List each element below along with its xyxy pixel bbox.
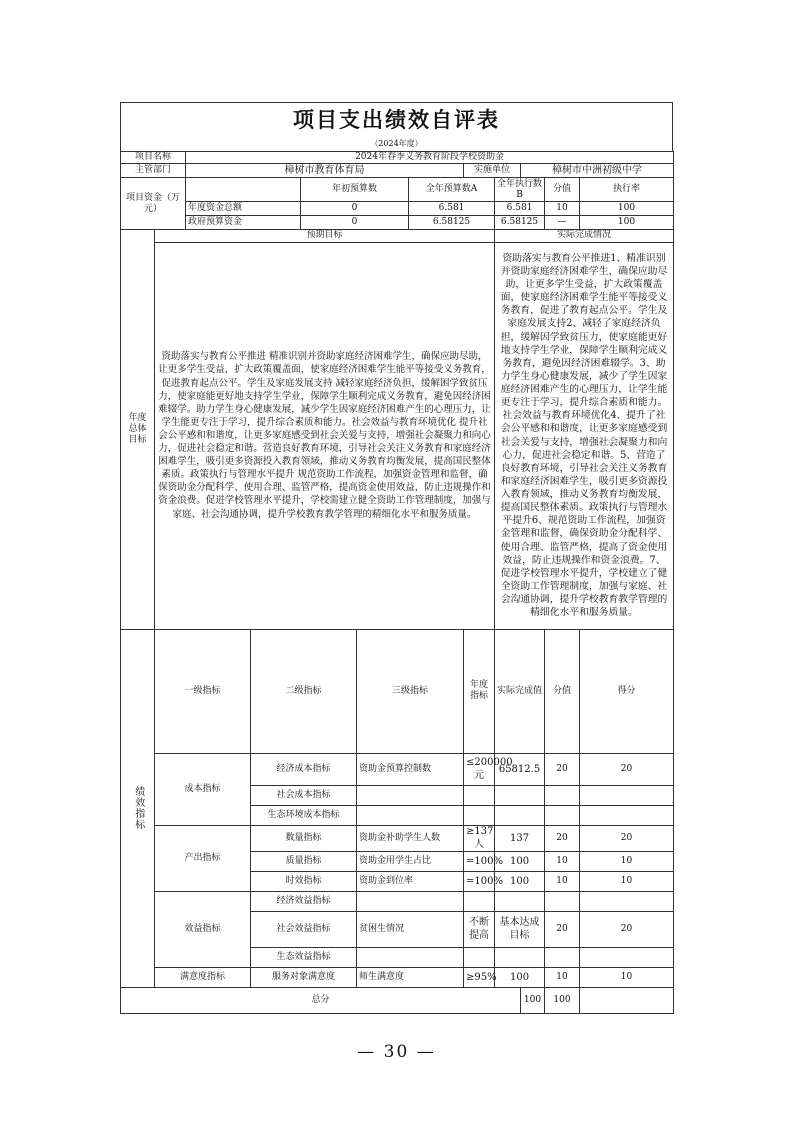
score-weight: 20	[545, 754, 580, 786]
funds-row-label: 政府预算资金	[186, 216, 301, 230]
funds-cell: 6.58125	[495, 216, 545, 230]
score-obtained: 20	[580, 826, 674, 852]
level3-indicator: 资助金到位率	[357, 872, 464, 892]
annual-target: ≥137人	[464, 826, 495, 852]
score-weight: 20	[545, 826, 580, 852]
actual-goals-text: 资助落实与教育公平推进1、精准识别并资助家庭经济困难学生，确保应助尽助，让更多学生受益，扩大政策覆盖面，使家庭经济困难学生能平等接受义务教育，促进了教育起点公平。学生及家庭发展支持2、减轻了家庭经济负担，缓解因学致贫压力，使家庭能更好地支持学生学业，保障学生顺利完成义务教育，避免因经济困难辍学。3、助力学生身心健康发展，减少了学生因家庭经济困难产生的心理压力，让学生能更专注于学习，提升综合素质和能力。社会效益与教育环境优化4、提升了社会公平感和和谐度，让更多家庭感受到社会关爱与支持，增强社会凝聚力和向心力，促进社会稳定和谐。5、营造了良好教育环境，引导社会关注义务教育和家庭经济困难学生，吸引更多资源投入教育领域，推动义务教育均衡发展，提高国民整体素质。政策执行与管理水平提升6、规范资助工作流程，加强资金管理和监督，确保资助金分配科学、使用合理、监管严格，提高了资金使用效益，防止违规操作和资金浪费。7、促进学校管理水平提升，学校建立了健全资助工作管理制度，加强与家庭、社会沟通协调，提升学校教育教学管理的精细化水平和服务质量。	[495, 242, 674, 629]
perf-header: 三级指标	[357, 629, 464, 754]
dept-label: 主管部门	[121, 164, 186, 178]
project-name-label: 项目名称	[121, 152, 186, 164]
funds-cell: —	[545, 216, 580, 230]
perf-header: 分值	[545, 629, 580, 754]
actual-value	[495, 948, 545, 968]
annual-target	[464, 892, 495, 912]
level2-indicator: 经济成本指标	[251, 754, 357, 786]
annual-target	[464, 806, 495, 826]
score-weight: 10	[545, 852, 580, 872]
indicator-row	[121, 826, 674, 852]
score-weight	[545, 786, 580, 806]
actual-value: 100	[495, 968, 545, 988]
funds-cell: 100	[580, 216, 674, 230]
level1-indicator: 产出指标	[155, 826, 251, 892]
score-obtained: 10	[580, 872, 674, 892]
level2-indicator: 生态效益指标	[251, 948, 357, 968]
annual-target: 不断提高	[464, 912, 495, 948]
score-weight	[545, 806, 580, 826]
level3-indicator: 资助金用学生占比	[357, 852, 464, 872]
project-name: 2024年春季义务教育阶段学校资助金	[186, 152, 674, 164]
level2-indicator: 社会成本指标	[251, 786, 357, 806]
funds-cell: 0	[301, 216, 409, 230]
level2-indicator: 经济效益指标	[251, 892, 357, 912]
annual-target	[464, 948, 495, 968]
annual-target	[464, 786, 495, 806]
level1-indicator: 效益指标	[155, 892, 251, 968]
score-weight: 10	[545, 872, 580, 892]
score-obtained: 10	[580, 968, 674, 988]
score-obtained	[580, 806, 674, 826]
funds-cell: 0	[301, 202, 409, 216]
funds-cell: 6.581	[409, 202, 495, 216]
level3-indicator	[357, 948, 464, 968]
score-obtained: 10	[580, 852, 674, 872]
score-obtained	[580, 786, 674, 806]
level2-indicator: 社会效益指标	[251, 912, 357, 948]
actual-value	[495, 806, 545, 826]
score-obtained: 20	[580, 912, 674, 948]
level2-indicator: 服务对象满意度	[251, 968, 357, 988]
expected-goals-text: 资助落实与教育公平推进 精准识别并资助家庭经济困难学生，确保应助尽助，让更多学生受益，扩大政策覆盖面，使家庭经济困难学生能平等接受义务教育，促进教育起点公平。学生及家庭发展支持 减轻家庭经济负担，缓解困学致贫压力，使家庭能更好地支持学生学业，保障学生顺利完成义务教育，避免因经济困难辍学。助力学生身心健康发展，减少学生因家庭经济困难产生的心理压力，让学生能更专注于学习，提升综合素质和能力。社会效益与教育环境优化 提升社会公平感和和谐度，让更多家庭感受到社会关爱与支持，增强社会凝聚力和向心力，促进社会稳定和谐。营造良好教育环境，引导社会关注义务教育和家庭经济困难学生，吸引更多资源投入教育领域，推动义务教育均衡发展，提高国民整体素质。政策执行与管理水平提升 规范资助工作流程，加强资金管理和监督，确保资助金分配科学、使用合理、监管严格，提高资金使用效益，防止违规操作和资金浪费。促进学校管理水平提升，学校需建立健全资助工作管理制度，加强与家庭、社会沟通协调，提升学校教育教学管理的精细化水平和服务质量。	[155, 242, 495, 629]
total-row	[121, 988, 674, 1014]
score-weight: 20	[545, 912, 580, 948]
unit-value: 樟树市中洲初级中学	[521, 164, 674, 178]
actual-value	[495, 892, 545, 912]
funds-cell: 10	[545, 202, 580, 216]
funds-cell: 6.581	[495, 202, 545, 216]
perf-header: 一级指标	[155, 629, 251, 754]
perf-header: 年度指标	[464, 629, 495, 754]
expected-goals-header: 预期目标	[155, 230, 495, 242]
total-label: 总分	[121, 988, 521, 1014]
funds-header: 全年预算数A	[409, 178, 495, 202]
funds-header: 分值	[545, 178, 580, 202]
evaluation-sheet	[120, 102, 673, 1014]
page-number: — 30 —	[357, 1042, 436, 1062]
score-weight	[545, 948, 580, 968]
page-title: 项目支出绩效自评表	[120, 102, 673, 137]
actual-value: 137	[495, 826, 545, 852]
score-obtained	[580, 948, 674, 968]
funds-cell: 100	[580, 202, 674, 216]
level3-indicator: 资助金预算控制数	[357, 754, 464, 786]
actual-value: 65812.5	[495, 754, 545, 786]
level3-indicator: 贫困生情况	[357, 912, 464, 948]
indicator-row	[121, 754, 674, 786]
performance-label: 绩效指标	[121, 629, 155, 988]
indicator-row	[121, 892, 674, 912]
unit-label: 实施单位	[464, 164, 521, 178]
total-score-weight: 100	[521, 988, 545, 1014]
score-weight	[545, 892, 580, 912]
level3-indicator: 师生满意度	[357, 968, 464, 988]
total-score: 100	[545, 988, 580, 1014]
goals-label: 年度总体目标	[121, 230, 155, 629]
actual-goals-header: 实际完成情况	[495, 230, 674, 242]
level2-indicator: 生态环境成本指标	[251, 806, 357, 826]
perf-header: 二级指标	[251, 629, 357, 754]
level3-indicator	[357, 892, 464, 912]
funds-header: 执行率	[580, 178, 674, 202]
funds-header: 全年执行数B	[495, 178, 545, 202]
actual-value: 100	[495, 852, 545, 872]
level1-indicator: 成本指标	[155, 754, 251, 826]
level1-indicator: 满意度指标	[155, 968, 251, 988]
actual-value	[495, 786, 545, 806]
annual-target: =100%	[464, 852, 495, 872]
dept-value: 樟树市教育体育局	[186, 164, 464, 178]
annual-target: ≤200000元	[464, 754, 495, 786]
actual-value: 基本达成目标	[495, 912, 545, 948]
perf-header: 得分	[580, 629, 674, 754]
score-obtained: 20	[580, 754, 674, 786]
level3-indicator: 资助金补助学生人数	[357, 826, 464, 852]
total-note	[580, 988, 674, 1014]
funds-row-label: 年度资金总额	[186, 202, 301, 216]
funds-label: 项目资金（万元）	[121, 178, 186, 230]
level2-indicator: 数量指标	[251, 826, 357, 852]
funds-cell: 6.58125	[409, 216, 495, 230]
perf-header: 实际完成值	[495, 629, 545, 754]
level3-indicator	[357, 786, 464, 806]
year-note: （2024年度）	[120, 137, 673, 151]
level2-indicator: 质量指标	[251, 852, 357, 872]
score-weight: 10	[545, 968, 580, 988]
annual-target: ≥95%	[464, 968, 495, 988]
funds-header: 年初预算数	[301, 178, 409, 202]
evaluation-table	[120, 151, 674, 1014]
indicator-row	[121, 968, 674, 988]
actual-value: 100	[495, 872, 545, 892]
score-obtained	[580, 892, 674, 912]
level3-indicator	[357, 806, 464, 826]
level2-indicator: 时效指标	[251, 872, 357, 892]
annual-target: =100%	[464, 872, 495, 892]
